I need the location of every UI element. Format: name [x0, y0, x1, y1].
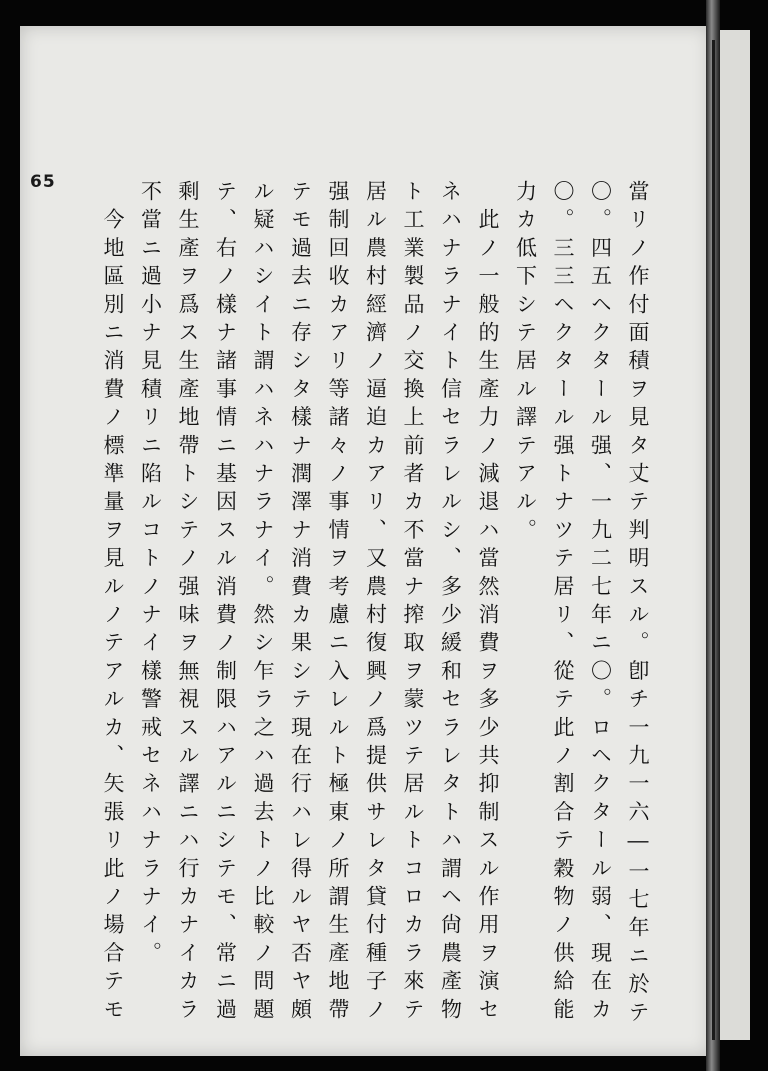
text-column: 當リノ作付面積ヲ見タ丈テ判明スル。卽チ一九一六―一七年ニ於テ — [626, 180, 650, 1029]
text-column: 力カ低下シテ居ル譯テアル。 — [513, 180, 538, 547]
text-column: ル疑ハシイト謂ハネハナラナイ。然シ乍ラ之ハ過去トノ比較ノ問題 — [251, 180, 275, 1026]
adjacent-page-strip — [720, 30, 750, 1040]
text-column: ト工業製品ノ交換上前者カ不當ナ搾取ヲ蒙ツテ居ルトコロカラ來テ — [401, 180, 425, 1026]
binding-line — [712, 40, 715, 1040]
text-column: 今地區別ニ消費ノ標準量ヲ見ルノテアルカ、矢張リ此ノ場合テモ — [101, 180, 125, 1026]
vertical-text-block — [94, 180, 657, 1029]
text-column: 此ノ一般的生產力ノ減退ハ當然消費ヲ多少共抑制スル作用ヲ演セ — [476, 180, 500, 1027]
text-column: 强制回收カアリ等諸々ノ事情ヲ考慮ニ入レルト極東ノ所謂生產地帶 — [326, 180, 350, 1026]
text-column: 剩生產ヲ爲ス生產地帶トシテノ强味ヲ無視スル譯ニハ行カナイカラ — [176, 180, 200, 1026]
text-column: 居ル農村經濟ノ逼迫カアリ、又農村復興ノ爲提供サレタ貸付種子ノ — [363, 180, 388, 1026]
text-column: テモ過去ニ存シタ樣ナ潤澤ナ消費カ果シテ現在行ハレ得ルヤ否ヤ頗 — [288, 180, 313, 1026]
text-column: ネハナラナイト信セラレルシ、多少緩和セラレタトハ謂ヘ尙農產物 — [438, 180, 463, 1026]
text-column: 不當ニ過小ナ見積リニ陷ルコトノナイ樣警戒セネハナラナイ。 — [138, 180, 163, 970]
text-column: 〇。三三ヘクタール强トナツテ居リ、從テ此ノ割合テ穀物ノ供給能 — [551, 180, 575, 1026]
text-column: 〇。四五ヘクタール强、一九二七年ニ〇。ロヘクタール弱、現在カ — [588, 180, 613, 1026]
text-column: テ、右ノ樣ナ諸事情ニ基因スル消費ノ制限ハアルニシテモ、常ニ過 — [213, 180, 238, 1026]
page-number: 65 — [30, 172, 56, 192]
